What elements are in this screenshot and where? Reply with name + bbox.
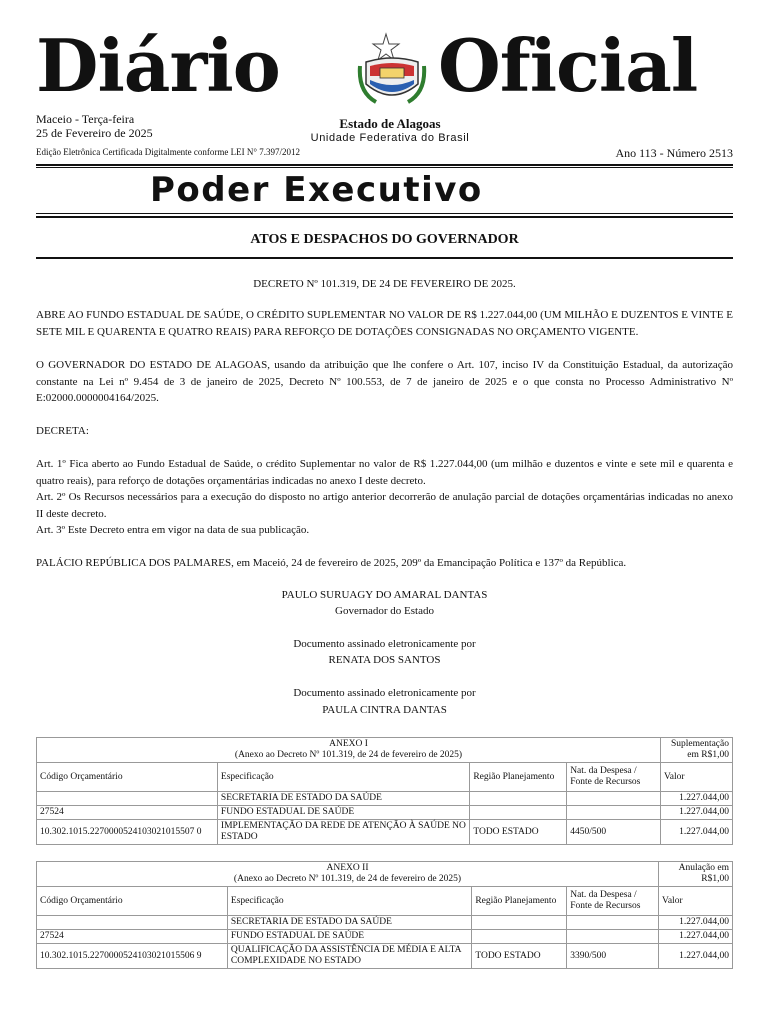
branch-title: Poder Executivo <box>150 170 483 210</box>
table-cell: SECRETARIA DE ESTADO DA SAÚDE <box>217 792 469 806</box>
table-row <box>37 916 733 930</box>
table-cell: TODO ESTADO <box>470 820 567 845</box>
annex-2-table <box>36 861 733 969</box>
table-cell: 1.227.044,00 <box>661 820 733 845</box>
annex-1-corner: Suplementação em R$1,00 <box>661 738 733 763</box>
table-cell: 4450/500 <box>567 820 661 845</box>
annex-1-title: ANEXO I <box>329 739 368 749</box>
annex-2-subtitle: (Anexo ao Decreto Nº 101.319, de 24 de fevereiro de 2025) <box>233 874 462 884</box>
branch-divider-bottom <box>36 216 733 218</box>
signed-label-2: Documento assinado eletronicamente por <box>293 687 476 699</box>
table-cell: 1.227.044,00 <box>659 944 733 969</box>
annex-1-header: Nat. da Despesa / Fonte de Recursos <box>567 763 661 792</box>
masthead-divider-thin <box>36 167 733 168</box>
table-cell <box>470 792 567 806</box>
decree-art2: Art. 2º Os Recursos necessários para a execução do disposto no artigo anterior decorrerão de anulação parcial de dotações orçamentárias indicadas no anexo II deste decreto. <box>36 491 733 520</box>
table-row <box>37 792 733 806</box>
signer-role: Governador do Estado <box>335 605 434 617</box>
table-cell: IMPLEMENTAÇÃO DA REDE DE ATENÇÃO À SAÚDE NO ESTADO <box>217 820 469 845</box>
table-cell <box>472 930 567 944</box>
table-cell <box>567 916 659 930</box>
table-cell <box>37 792 218 806</box>
table-cell: 1.227.044,00 <box>661 792 733 806</box>
table-row <box>37 820 733 845</box>
table-cell <box>567 792 661 806</box>
table-cell <box>567 806 661 820</box>
annex-1-header: Região Planejamento <box>470 763 567 792</box>
table-cell: 1.227.044,00 <box>659 930 733 944</box>
table-cell <box>472 916 567 930</box>
issue-number: Ano 113 - Número 2513 <box>615 146 733 160</box>
decree-place-date: PALÁCIO REPÚBLICA DOS PALMARES, em Maceió, 24 de fevereiro de 2025, 209º da Emancipação Política e 137º da República. <box>36 557 627 569</box>
state-identity <box>300 116 480 144</box>
section-divider <box>36 257 733 259</box>
annex-2-header-row <box>37 887 733 916</box>
table-cell: 27524 <box>37 930 228 944</box>
annex-2-header: Valor <box>659 887 733 916</box>
state-subtitle: Unidade Federativa do Brasil <box>310 132 470 144</box>
table-cell <box>470 806 567 820</box>
edition-note: Edição Eletrônica Certificada Digitalmente conforme LEI N° 7.397/2012 <box>36 147 301 157</box>
table-cell: TODO ESTADO <box>472 944 567 969</box>
table-row <box>37 806 733 820</box>
table-row <box>37 944 733 969</box>
annex-2-title-row <box>37 862 733 887</box>
table-row <box>37 930 733 944</box>
signed-by-1: RENATA DOS SANTOS <box>328 654 441 666</box>
annex-1-header: Valor <box>661 763 733 792</box>
table-cell: 27524 <box>37 806 218 820</box>
masthead-title-right: Oficial <box>438 23 698 108</box>
masthead-divider <box>36 164 733 166</box>
annex-1-title-cell <box>37 738 661 763</box>
table-cell: 1.227.044,00 <box>659 916 733 930</box>
decree-ementa: ABRE AO FUNDO ESTADUAL DE SAÚDE, O CRÉDITO SUPLEMENTAR NO VALOR DE R$ 1.227.044,00 (UM MILHÃO E DUZENTOS E VINTE E SETE MIL E QUARENTA E QUATRO REAIS) PARA REFORÇO DE DOTAÇÕES CONSIGNADAS NO ORÇAMENTO VIGENTE. <box>36 309 733 338</box>
decree-heading: DECRETO Nº 101.319, DE 24 DE FEVEREIRO DE 2025. <box>253 278 516 290</box>
annex-1-header-row <box>37 763 733 792</box>
dateline <box>36 112 153 140</box>
annex-1-header: Código Orçamentário <box>37 763 218 792</box>
annex-2-corner: Anulação em R$1,00 <box>659 862 733 887</box>
annex-1-table <box>36 737 733 845</box>
signer-name: PAULO SURUAGY DO AMARAL DANTAS <box>281 589 488 601</box>
annex-2-title: ANEXO II <box>326 863 369 873</box>
annex-1-subtitle: (Anexo ao Decreto Nº 101.319, de 24 de fevereiro de 2025) <box>234 750 463 760</box>
section-title: ATOS E DESPACHOS DO GOVERNADOR <box>250 232 519 247</box>
state-coat-of-arms-icon <box>356 32 428 110</box>
table-cell: QUALIFICAÇÃO DA ASSISTÊNCIA DE MÉDIA E ALTA COMPLEXIDADE NO ESTADO <box>227 944 471 969</box>
annex-2-header: Código Orçamentário <box>37 887 228 916</box>
signed-label-1: Documento assinado eletronicamente por <box>293 638 476 650</box>
table-cell: 10.302.1015.2270000524103021015506 9 <box>37 944 228 969</box>
decree-decreta: DECRETA: <box>36 425 89 437</box>
annex-1-header: Especificação <box>217 763 469 792</box>
table-cell <box>37 916 228 930</box>
table-cell: FUNDO ESTADUAL DE SAÚDE <box>227 930 471 944</box>
decree-art3: Art. 3º Este Decreto entra em vigor na data de sua publicação. <box>36 524 310 536</box>
city-day: Maceio - Terça-feira <box>36 112 135 126</box>
annex-1-title-row <box>37 738 733 763</box>
annex-2-header: Região Planejamento <box>472 887 567 916</box>
table-cell: 3390/500 <box>567 944 659 969</box>
table-cell: FUNDO ESTADUAL DE SAÚDE <box>217 806 469 820</box>
decree-art1: Art. 1º Fica aberto ao Fundo Estadual de Saúde, o crédito Suplementar no valor de R$ 1.227.044,00 (um milhão e duzentos e vinte e sete mil e quarenta e quatro reais), para reforço de dotações orçamentárias indicadas no anexo I deste decreto. <box>36 458 733 487</box>
table-cell: 10.302.1015.2270000524103021015507 0 <box>37 820 218 845</box>
table-cell: 1.227.044,00 <box>661 806 733 820</box>
state-name: Estado de Alagoas <box>339 116 441 131</box>
table-cell: SECRETARIA DE ESTADO DA SAÚDE <box>227 916 471 930</box>
signed-by-2: PAULA CINTRA DANTAS <box>322 704 447 716</box>
annex-2-header: Nat. da Despesa / Fonte de Recursos <box>567 887 659 916</box>
annex-2-header: Especificação <box>227 887 471 916</box>
branch-divider-top <box>36 213 733 214</box>
table-cell <box>567 930 659 944</box>
issue-date: 25 de Fevereiro de 2025 <box>36 126 153 140</box>
masthead-title-left: Diário <box>36 23 280 108</box>
annex-2-title-cell <box>37 862 659 887</box>
decree-preamble: O GOVERNADOR DO ESTADO DE ALAGOAS, usando da atribuição que lhe confere o Art. 107, inciso IV da Constituição Estadual, da autorização constante na Lei nº 9.454 de 3 de janeiro de 2025, Decreto Nº 100.553, de 7 de janeiro de 2025 e o que consta no Processo Administrativo Nº E:02000.0000004164/2025. <box>36 359 733 404</box>
